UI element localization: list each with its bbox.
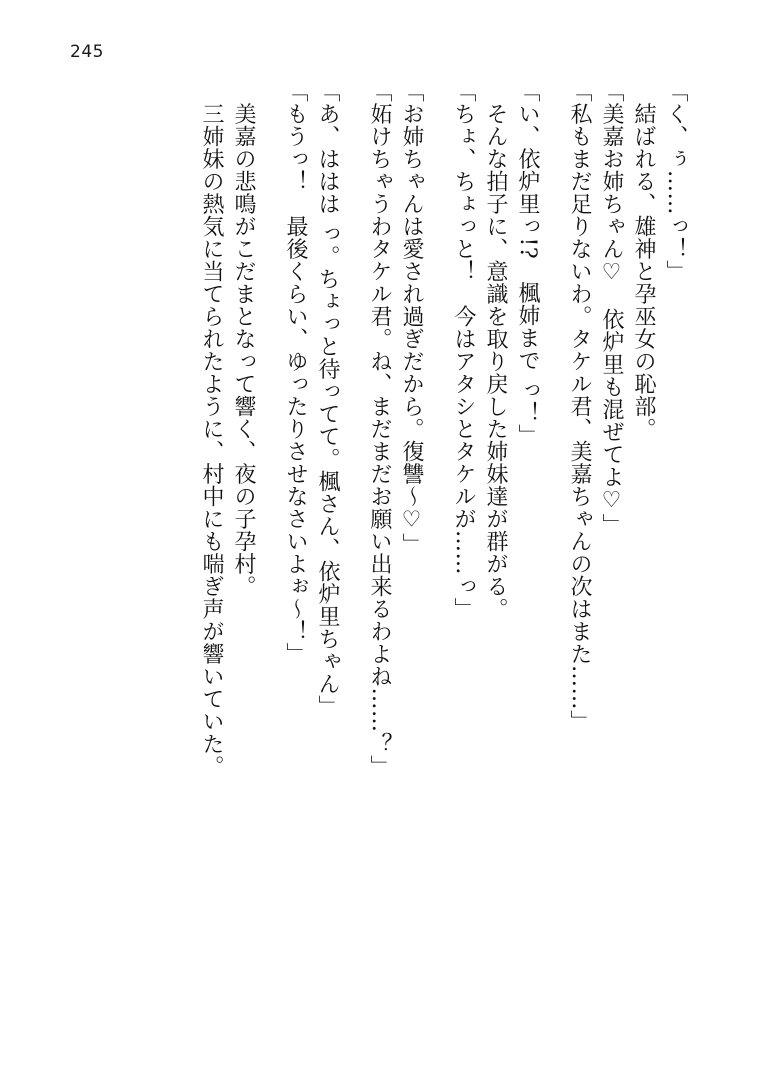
page-number: 245 <box>70 42 104 62</box>
text-line: 「ちょ、ちょっと！ 今はアタシとタケルが……っ」 <box>451 80 476 620</box>
text-line: 「い、依炉里っ!? 楓姉まで っ！」 <box>515 80 540 447</box>
text-line: 「私もまだ足りないわ。タケル君、美嘉ちゃんの次はまた……」 <box>567 80 592 733</box>
text-line: 「あ、ははは っ。ちょっと待ってて。楓さん、依炉里ちゃん」 <box>315 80 340 718</box>
text-line: 美嘉の悲鳴がこだまとなって響く、夜の子孕村。 <box>231 80 256 598</box>
text-line: 「お姉ちゃんは愛され過ぎだから。復讐～♡」 <box>399 80 424 556</box>
text-line: 結ばれる、雄神と孕巫女の恥部。 <box>631 80 656 440</box>
text-line: そんな拍子に、意識を取り戻した姉妹達が群がる。 <box>483 80 508 620</box>
text-line: 「もうっ！ 最後くらい、ゆったりさせなさいよぉ～！」 <box>283 80 308 665</box>
text-line: 「く、ぅ……っ！」 <box>663 80 688 283</box>
text-line: 三姉妹の熱気に当てられたように、村中にも喘ぎ声が響いていた。 <box>199 80 224 778</box>
text-line: 「美嘉お姉ちゃん♡ 依炉里も混ぜてよ♡」 <box>599 80 624 536</box>
text-line: 「妬けちゃうわタケル君。ね、まだまだお願い出来るわよね……？」 <box>367 80 392 778</box>
